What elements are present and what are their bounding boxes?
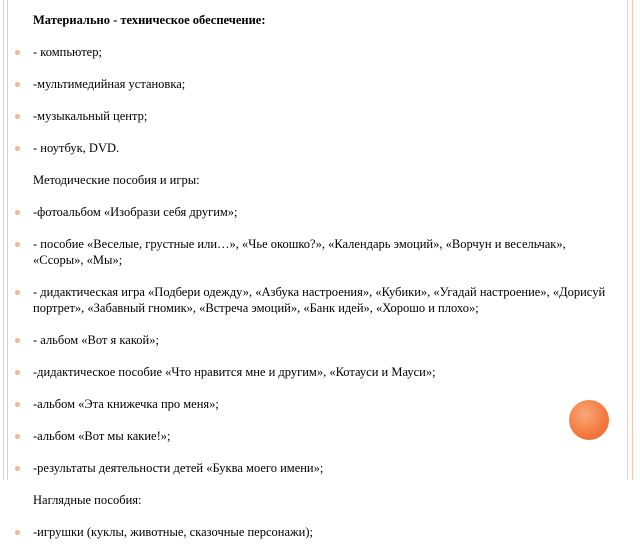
bullet-icon (15, 114, 20, 119)
list-item: -мультимедийная установка; (33, 77, 613, 92)
bullet-icon (15, 146, 20, 151)
list-item: -дидактическое пособие «Что нравится мне и другим», «Котауси и Мауси»; (33, 365, 613, 380)
bullet-icon (15, 402, 20, 407)
bullet-icon (15, 530, 20, 535)
list-item: - альбом «Вот я какой»; (33, 333, 613, 348)
frame-line-right-outer (632, 0, 633, 480)
list-item: - ноутбук, DVD. (33, 141, 613, 156)
bullet-icon (15, 50, 20, 55)
list-item: -игрушки (куклы, животные, сказочные персонажи); (33, 525, 613, 540)
frame-line-left-outer (3, 0, 4, 480)
slide-content (33, 13, 613, 557)
list-item: -музыкальный центр; (33, 109, 613, 124)
bullet-icon (15, 82, 20, 87)
frame-line-right-inner (627, 0, 628, 480)
list-item: -альбом «Эта книжечка про меня»; (33, 397, 613, 412)
bullet-icon (15, 210, 20, 215)
bullet-icon (15, 434, 20, 439)
bullet-icon (15, 242, 20, 247)
methods-heading: Методические пособия и игры: (33, 173, 200, 187)
bullet-icon (15, 370, 20, 375)
list-item: -фотоальбом «Изобрази себя другим»; (33, 205, 613, 220)
list-item: - пособие «Веселые, грустные или…», «Чье окошко?», «Календарь эмоций», «Ворчун и весельчак», «Ссоры», «Мы»; (33, 237, 613, 268)
list-item: - компьютер; (33, 45, 613, 60)
bullet-icon (15, 290, 20, 295)
list-item: - дидактическая игра «Подбери одежду», «Азбука настроения», «Кубики», «Угадай настроение», «Дорисуй портрет», «Забавный гномик», «Встреча эмоций», «Банк идей», «Хорошо и плохо»; (33, 285, 613, 316)
bullet-icon (15, 466, 20, 471)
list-item: -результаты деятельности детей «Буква моего имени»; (33, 461, 613, 476)
bullet-icon (15, 338, 20, 343)
list-item: -альбом «Вот мы какие!»; (33, 429, 613, 444)
visual-aids-heading: Наглядные пособия: (33, 493, 142, 507)
section-title: Материально - техническое обеспечение: (33, 13, 266, 27)
frame-line-left-inner (7, 0, 8, 480)
